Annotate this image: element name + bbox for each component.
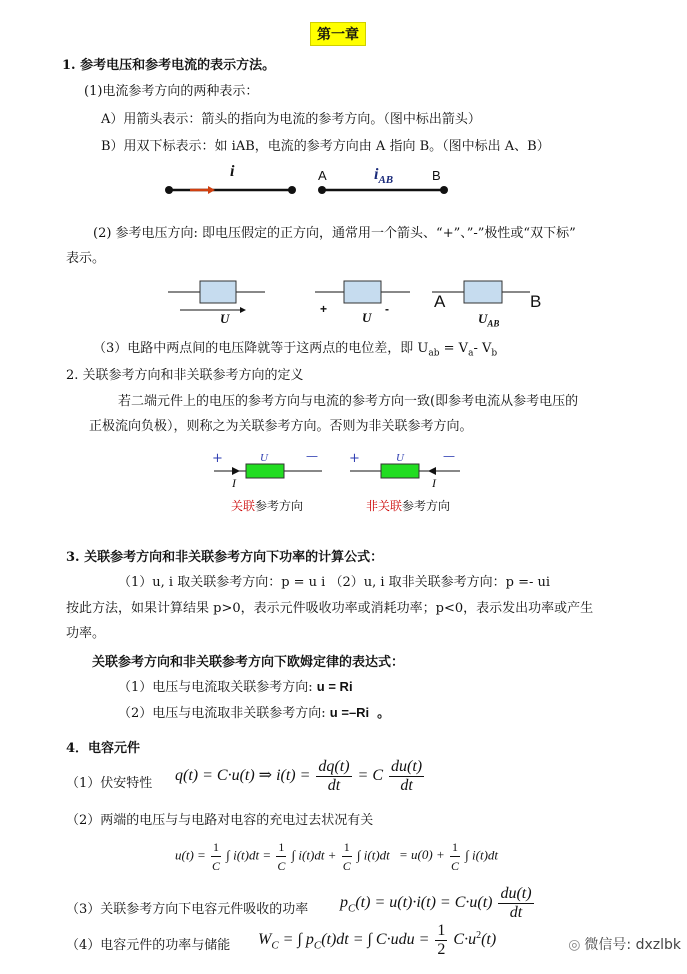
s3-line3: 功率。 [66,626,106,641]
fig1-B-label: B [432,168,441,183]
cap-formula-2: u(t) = $\frac{1}{C}$ ∫ i(t)dt = $\frac{1}{C}$ ∫ i(t)dt + $\frac{1}{C}$ ∫ i(t)dt = u(0) + $\frac{1}{C}$ ∫ i(t)dt [175,840,499,873]
current-direction-figure [0,160,687,210]
fig1-iab-label: $i_{AB}$ [374,166,394,187]
s1-sub1: (1)电流参考方向的两种表示： [84,84,259,99]
fig2-A: A [434,292,446,311]
cap-formula-4: $W_C$ = ∫ $p_C(t)dt$ = ∫ C·udu = $\frac{1}{2}$ $C\cdot u^2(t)$ [258,922,497,958]
wechat-watermark: ◎ 微信号: dxzlbk [568,937,681,953]
s3-line2: 按此方法，如果计算结果 p>0，表示元件吸收功率或消耗功率；p<0，表示发出功率或产生 [66,601,594,616]
fig2-uab: $U_{AB}$ [478,311,500,329]
node-dot [165,186,173,194]
node-dot [440,186,448,194]
fig3-plus-1: + [212,451,223,466]
fig3-i-2: I [432,476,436,490]
fig3-minus-1: — [306,449,318,463]
voltage-direction-figure [0,270,687,330]
s3-line1: （1）u, i 取关联参考方向：p = u i （2）u, i 取非关联参考方向：p =- ui [118,575,551,590]
section-2-heading: 2. 关联参考方向和非关联参考方向的定义 [66,368,304,383]
fig2-plus: + [320,302,328,316]
fig2-u1: U [220,311,230,326]
cap-e2-label: （2）两端的电压与与电路对电容的充电过去状况有关 [66,813,374,828]
section-1-heading: 1. 参考电压和参考电流的表示方法。 [62,58,276,73]
ohm-heading: 关联参考方向和非关联参考方向下欧姆定律的表达式： [92,655,405,670]
resistor-1 [200,281,236,303]
fig2-minus: - [385,302,389,316]
fig3-caption-1: 关联参考方向 [231,499,304,513]
fig3-u-2: U [396,452,404,464]
section-3-heading: 3. 关联参考方向和非关联参考方向下功率的计算公式： [66,550,384,565]
s2-line1: 若二端元件上的电压的参考方向与电流的参考方向一致(即参考电流从参考电压的 [118,394,579,409]
element-green-2 [381,464,419,478]
s1-item-b: B）用双下标表示：如 iAB，电流的参考方向由 A 指向 B。（图中标出 A、B） [101,139,550,154]
fig1-A-label: A [318,168,327,183]
ohm-1: （1）电压与电流取关联参考方向: u = Ri [118,679,353,695]
cap-formula-3: $p_C(t) = u(t)\cdot i(t) = C\cdot u(t)$ $\frac{du(t)}{dt}$ [340,885,532,921]
fig1-i-label: i [230,163,235,180]
ohm-2: （2）电压与电流取非关联参考方向: u =–Ri 。 [118,705,391,721]
wechat-icon: ◎ [568,937,581,953]
node-dot [318,186,326,194]
chapter-title: 第一章 [310,22,366,46]
current-arrow-icon [428,467,436,475]
current-arrow-icon [232,467,240,475]
node-dot [288,186,296,194]
cap-formula-1: q(t) = C·u(t) ⇒ i(t) = $\frac{dq(t)}{dt}$ = C $\frac{du(t)}{dt}$ [175,758,423,794]
fig3-caption-2: 非关联参考方向 [366,499,451,513]
arrow-head-icon [208,186,215,194]
section-4-heading: 4．电容元件 [66,741,141,756]
cap-e4-label: （4）电容元件的功率与储能 [66,938,231,953]
cap-e1-label: （1）伏安特性 [66,776,153,791]
s1-item-a: A）用箭头表示：箭头的指向为电流的参考方向。（图中标出箭头） [101,112,481,127]
resistor-3 [464,281,502,303]
reference-direction-figure [0,450,687,500]
cap-e3-label: （3）关联参考方向下电容元件吸收的功率 [66,902,309,917]
fig3-u-1: U [260,452,268,464]
fig3-plus-2: + [349,451,360,466]
fig3-i-1: I [232,476,236,490]
fig2-B: B [530,292,542,311]
s1-sub2-line2: 表示。 [66,251,106,266]
s2-line2: 正极流向负极），则称之为关联参考方向。否则为非关联参考方向。 [89,419,473,434]
fig3-minus-2: — [443,449,455,463]
element-green-1 [246,464,284,478]
resistor-2 [344,281,381,303]
s1-sub2-line1: (2) 参考电压方向: 即电压假定的正方向，通常用一个箭头、“+”、”-”极性或“双下标” [93,226,576,241]
fig2-u2: U [362,310,372,325]
s1-sub3: （3）电路中两点间的电压降就等于这两点的电位差，即 $U_{ab} = V_a-$ $V_b$ [93,341,498,359]
